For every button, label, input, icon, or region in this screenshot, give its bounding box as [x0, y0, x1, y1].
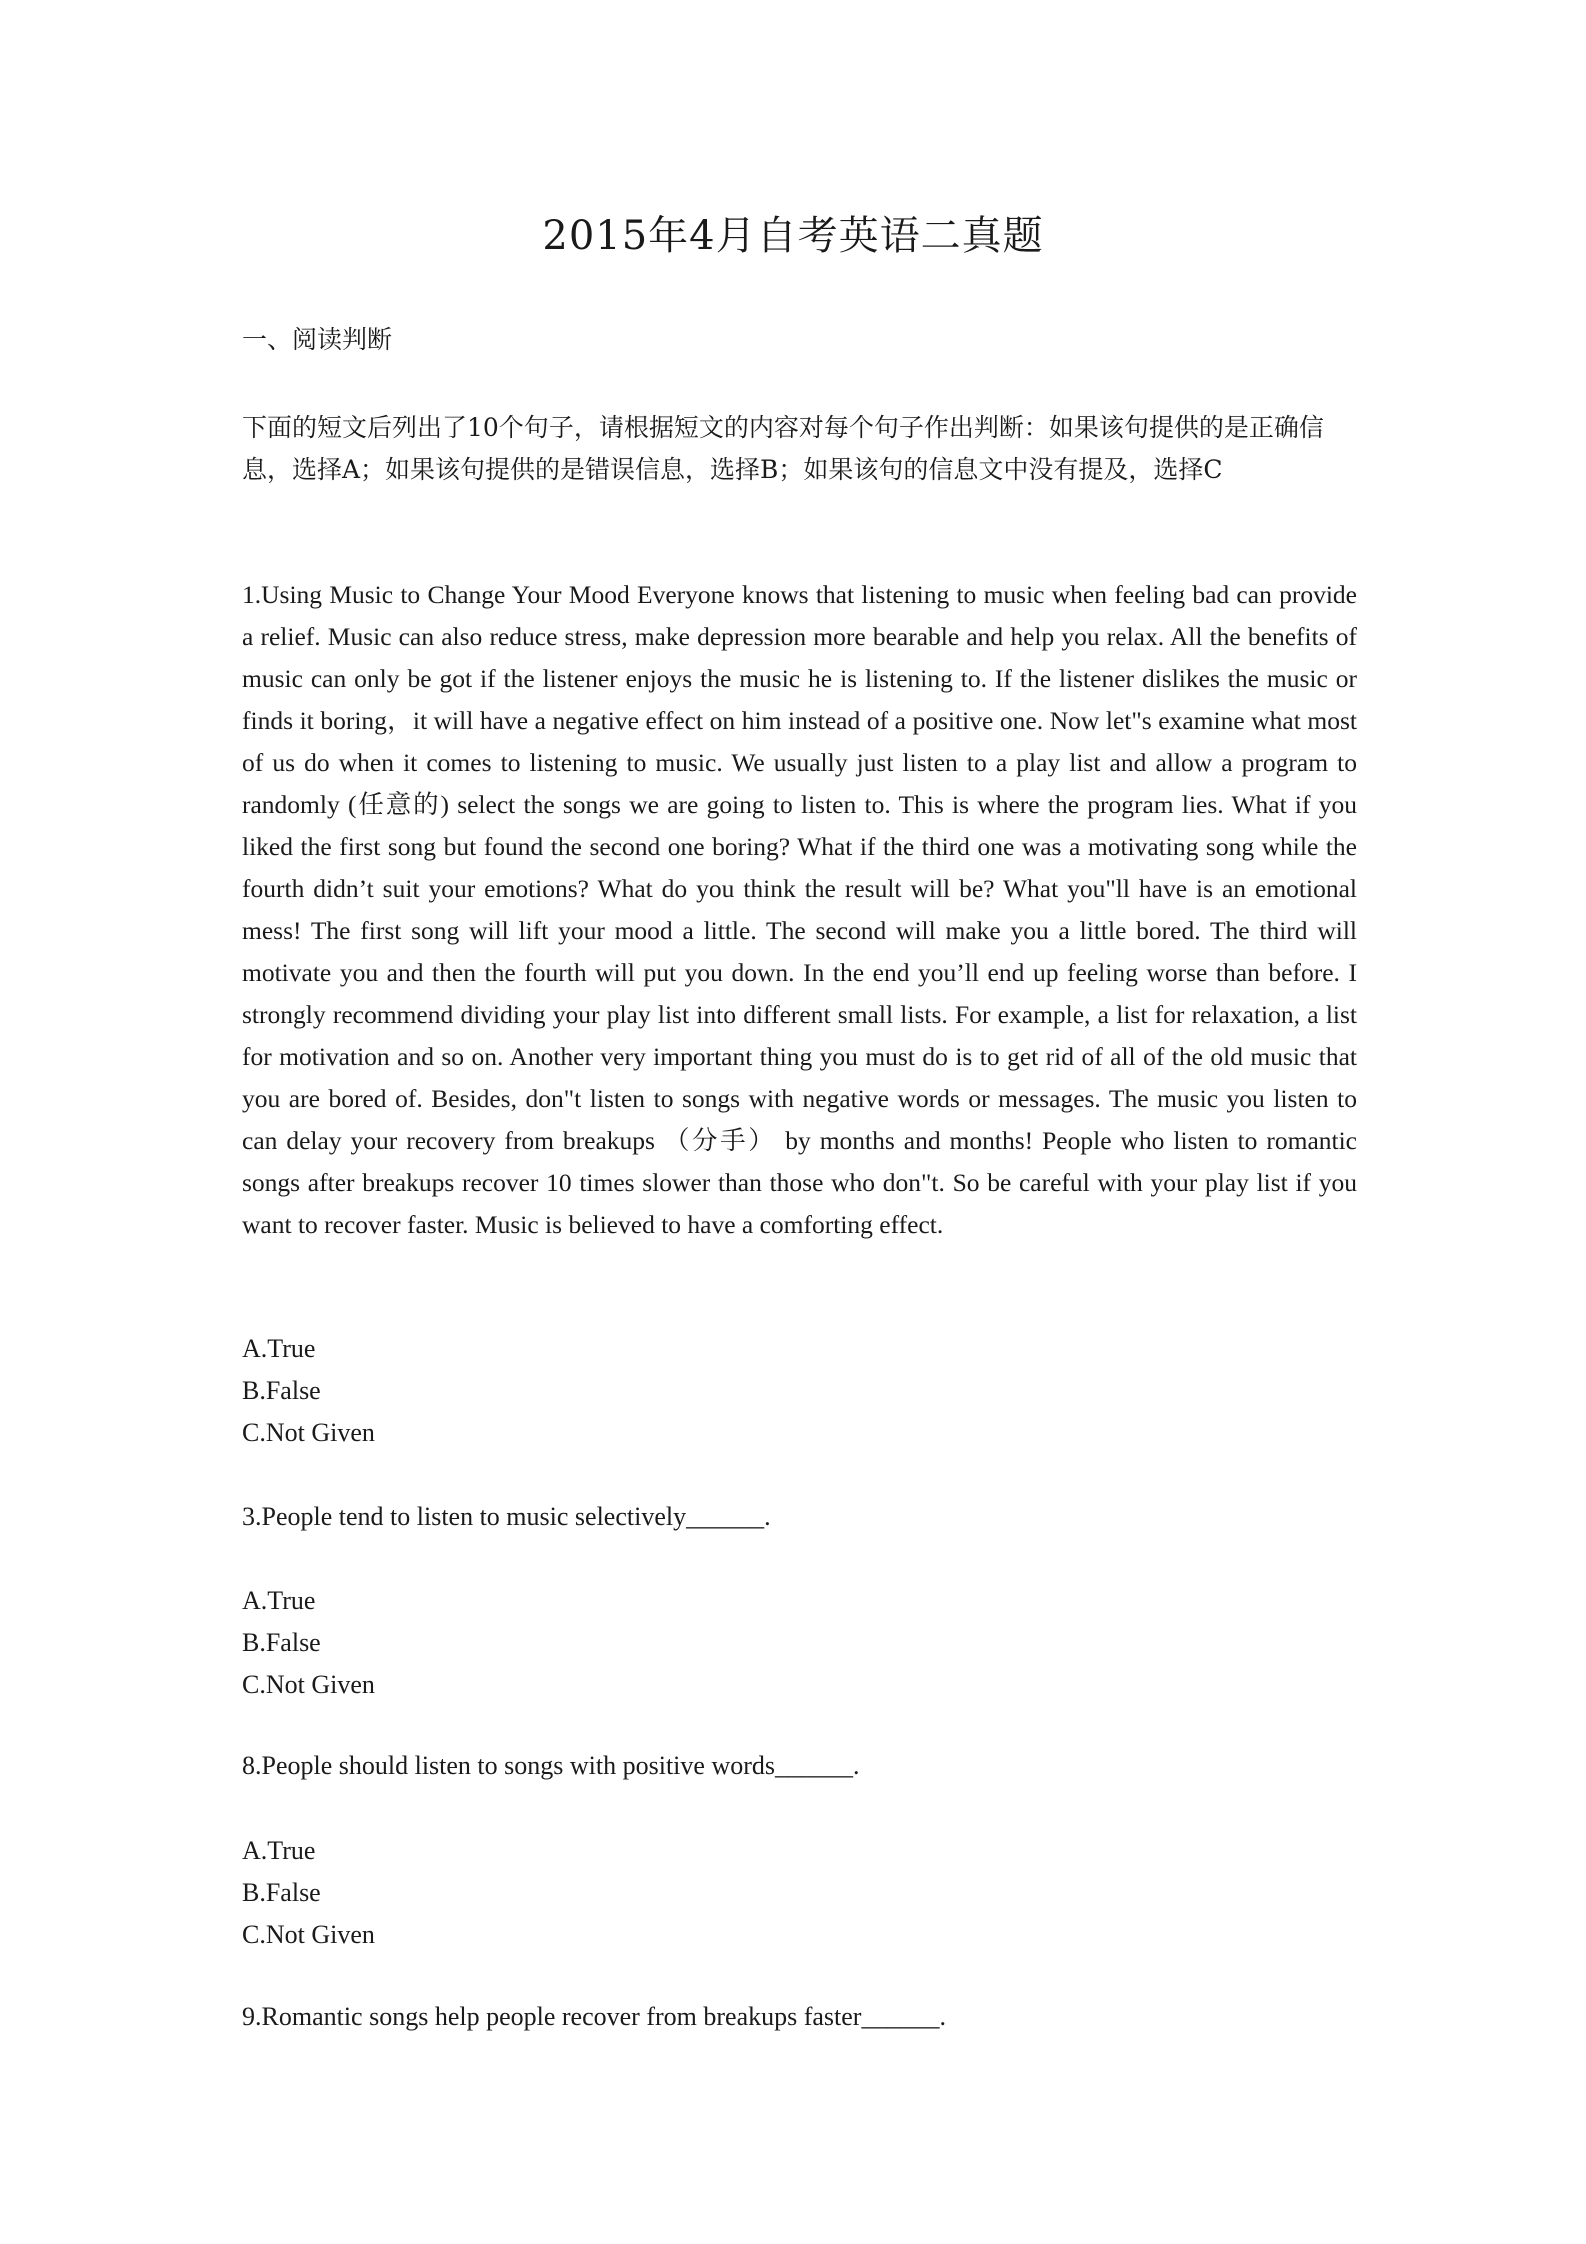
answer-options: [242, 1580, 1357, 1706]
option-b: B.False: [242, 1878, 321, 1907]
section-heading: 一、阅读判断: [242, 325, 393, 354]
option-b: B.False: [242, 1376, 321, 1405]
question-3: 3.People tend to listen to music selectively______.: [242, 1502, 771, 1531]
instructions-paragraph: 下面的短文后列出了10个句子，请根据短文的内容对每个句子作出判断：如果该句提供的是正确信息，选择A；如果该句提供的是错误信息，选择B；如果该句的信息文中没有提及，选择C: [242, 413, 1324, 484]
option-b: B.False: [242, 1628, 321, 1657]
option-a: A.True: [242, 1586, 316, 1615]
question-8: 8.People should listen to songs with positive words______.: [242, 1751, 860, 1780]
answer-options: [242, 1830, 1357, 1956]
reading-passage: 1.Using Music to Change Your Mood Everyone knows that listening to music when feeling bad can provide a relief. Music can also reduce stress, make depression more bearable and help you relax. All the benefits of music can only be got if the listener enjoys the music he is listening to. If the listener dislikes the music or finds it boring，it will have a negative effect on him instead of a positive one. Now let"s examine what most of us do when it comes to listening to music. We usually just listen to a play list and allow a program to randomly (任意的) select the songs we are going to listen to. This is where the program lies. What if you liked the first song but found the second one boring? What if the third one was a motivating song while the fourth didn’t suit your emotions? What do you think the result will be? What you"ll have is an emotional mess! The first song will lift your mood a little. The second will make you a little bored. The third will motivate you and then the fourth will put you down. In the end you’ll end up feeling worse than before. I strongly recommend dividing your play list into different small lists. For example, a list for relaxation, a list for motivation and so on. Another very important thing you must do is to get rid of all of the old music that you are bored of. Besides, don"t listen to songs with negative words or messages. The music you listen to can delay your recovery from breakups （分手） by months and months! People who listen to romantic songs after breakups recover 10 times slower than those who don"t. So be careful with your play list if you want to recover faster. Music is believed to have a comforting effect.: [242, 580, 1357, 1239]
option-a: A.True: [242, 1836, 316, 1865]
option-c: C.Not Given: [242, 1670, 375, 1699]
option-c: C.Not Given: [242, 1920, 375, 1949]
answer-options: [242, 1328, 1357, 1454]
option-a: A.True: [242, 1334, 316, 1363]
page-title: 2015年4月自考英语二真题: [542, 213, 1044, 259]
question-9: 9.Romantic songs help people recover from breakups faster______.: [242, 2002, 946, 2031]
option-c: C.Not Given: [242, 1418, 375, 1447]
